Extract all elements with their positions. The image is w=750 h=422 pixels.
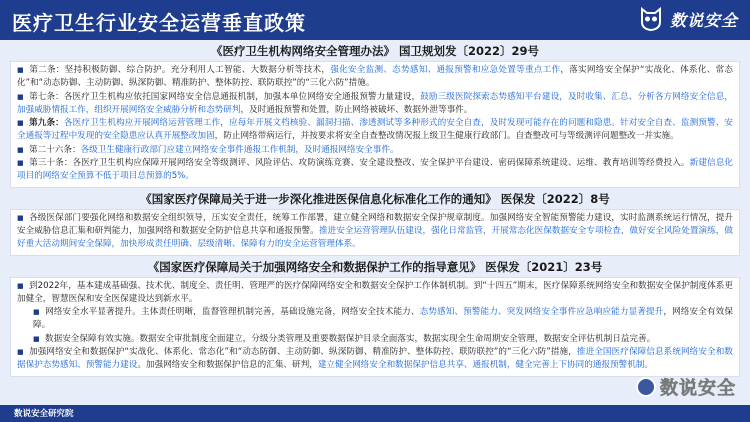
footer-bar [0, 405, 750, 422]
paragraph-text: 第三十条：各医疗卫生机构应保障开展网络安全等级测评、风险评估、攻防演练竞赛、安全建设整改、安全保护平台建设、密码保障系统建设、运维、教育培训等经费投入。 [29, 158, 690, 169]
paragraph-text: ，网络安全有效保障。 [33, 307, 733, 331]
highlight-text: 新建信息化项目的网络安全预算不低于项目总预算的5%。 [17, 158, 733, 182]
page-title: 医疗卫生行业安全运营垂直政策 [12, 11, 306, 35]
bullet-icon: ■ [17, 119, 24, 128]
bullet-icon: ■ [17, 213, 24, 222]
watermark-text: 数说安全 [660, 378, 736, 399]
footer-text: 数说安全研究院 [14, 409, 74, 419]
paragraph-text: ，落实网络安全保护“实战化、体系化、常态化”和“动态防御、主动防御、纵深防御、精准防护、整体防控、联防联控”的“三化六防”措施。 [17, 65, 733, 89]
logo-text: 数说安全 [669, 10, 738, 30]
bullet-icon: ■ [17, 92, 24, 101]
paragraph-text: 第二条：坚持积极防御、综合防护。充分利用人工智能、大数据分析等技术， [29, 65, 331, 75]
policy-paragraph [17, 144, 733, 157]
policy-paragraph [17, 212, 733, 252]
bullet-icon: ■ [17, 145, 24, 154]
watermark [636, 374, 736, 400]
paragraph-text: 第九条： [29, 118, 64, 129]
bullet-icon: ■ [17, 159, 24, 168]
policy-paragraph [17, 157, 733, 184]
section-box [10, 277, 740, 377]
bullet-icon: ■ [33, 308, 40, 317]
policy-paragraph [17, 117, 733, 144]
section-title: 《医疗卫生机构网络安全管理办法》 国卫规划发〔2022〕29号 [210, 44, 539, 58]
paragraph-text: 数据安全保障有效实施。数据安全审批制度全面建立，分级分类管理及重要数据保护目录全面落实，数据实现全生命周期安全管理，数据安全评估机制日益完善。 [45, 333, 656, 344]
bullet-icon: ■ [17, 281, 24, 290]
brand-logo [638, 6, 738, 32]
section-title: 《国家医疗保障局关于进一步深化推进医保信息化标准化工作的通知》 医保发〔2022〕8号 [140, 191, 610, 206]
highlight-text: 推进安全运营管理队伍建设，强化日常监管，开展常态化医保数据安全专项检查，做好安全风险处置演练，做好重大活动期间安全保障，加快形成责任明确、层级清晰、保障有力的安全运营管理体系。 [17, 225, 733, 250]
highlight-text: 各医疗卫生机构应开展网络运营管理工作，应每年开展文档核验、漏洞扫描、渗透测试等多种形式的安全自查，及时发现可能存在的问题和隐患。 [63, 118, 621, 129]
watermark-icon [636, 377, 656, 397]
policy-paragraph [17, 306, 733, 333]
paragraph-text: ，及时通报预警和处置，防止网络被破坏、数据外泄等事件。 [240, 104, 473, 115]
highlight-text: 建立健全网络安全和数据保护信息共享、通报机制，健全完善上下协同的通报预警机制。 [317, 360, 653, 371]
paragraph-text: ，防止网络带病运行，并按要求将安全自查整改情况报上级卫生健康行政部门。自查整改可与等级测评问题整改一并实施。 [214, 131, 679, 142]
bullet-icon: ■ [17, 348, 24, 357]
bullet-icon: ■ [17, 66, 24, 74]
policy-content [0, 40, 750, 405]
highlight-text: 强化安全监测、态势感知、通报预警和应急处置等重点工作 [330, 65, 561, 75]
policy-paragraph [17, 346, 733, 373]
bullet-icon: ■ [33, 334, 40, 343]
paragraph-text: 到2022年，基本建成基础强、技术优、制度全、责任明、管理严的医疗保障网络安全和数据安全保护工作体制机制。到“十四五”期末，医疗保障系统网络安全和数据安全保护制度体系更加健全，智慧医保和安全医保建设达到新水平。 [17, 280, 733, 304]
header-bar [0, 0, 750, 40]
section-title: 《国家医疗保障局关于加强网络安全和数据保护工作的指导意见》 医保发〔2021〕23号 [147, 259, 603, 274]
highlight-text: 鼓励三级医院探索态势感知平台建设，及时收集、汇总、分析各方网络安全信息，加强威胁情报工作，组织开展网络安全威胁分析和态势研判 [17, 91, 733, 115]
highlight-text: 推进全国医疗保障信息系统网络安全和数据保护态势感知、预警能力建设 [17, 347, 733, 371]
highlight-text: 态势感知、预警能力、突发网络安全事件应急响应能力显著提升 [419, 307, 664, 318]
section-box [10, 61, 740, 188]
policy-paragraph [17, 91, 733, 118]
paragraph-text: 网络安全水平显著提升。主体责任明晰，监督管理机制完善，基础设施完备，网络安全技术能力、 [45, 307, 420, 318]
policy-paragraph [17, 280, 733, 307]
paragraph-text: 各级医保部门要强化网络和数据安全组织领导，压实安全责任，统筹工作部署，建立健全网络和数据安全保护规章制度。加强网络安全智能预警能力建设，实时监测系统运行情况，提升安全威胁信息汇集和研判能力，加强网络和数据安全防护信息共享和通报预警。 [17, 212, 733, 236]
section-box [10, 209, 740, 256]
policy-paragraph [17, 64, 733, 91]
highlight-text: 各级卫生健康行政部门应建立网络安全事件通报工作机制，及时通报网络安全事件。 [80, 144, 399, 155]
policy-paragraph [17, 333, 733, 346]
highlight-text: 针对安全自查、监测预警、安全通报等过程中发现的安全隐患应认真开展整改加固 [17, 118, 733, 142]
paragraph-text: 第七条：各医疗卫生机构应依托国家网络安全信息通报机制，加强本单位网络安全通报预警力量建设， [29, 91, 421, 102]
paragraph-text: 。加强网络安全和数据保护信息的汇集、研判， [137, 360, 318, 371]
owl-icon [638, 6, 664, 32]
paragraph-text: 加强网络安全和数据保护“实战化、体系化、常态化”和“动态防御、主动防御、纵深防御、精准防护、整体防控、联防联控”的“三化六防”措施， [29, 347, 577, 358]
paragraph-text: 第二十六条： [29, 144, 81, 155]
